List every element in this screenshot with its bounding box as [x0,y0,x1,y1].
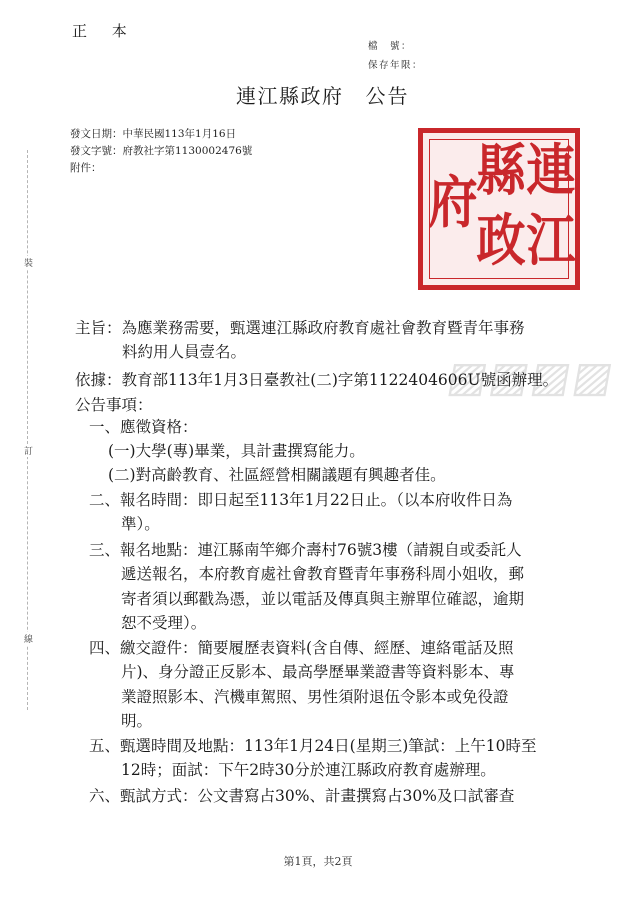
item-3-line-1: 三、報名地點：連江縣南竿鄉介壽村76號3樓（請親自或委託人 [89,541,522,559]
reference-number: 發文字號：府教社字第1130002476號 [70,145,253,157]
announcement-title [236,80,410,109]
page-number: 第1頁，共2頁 [283,855,353,868]
notice-header: 公告事項： [75,396,153,414]
item-1-sub-2: (二)對高齡教育、社區經營相關議題有興趣者佳。 [108,466,446,484]
item-6-line-1: 六、甄試方式：公文書寫占30%、計畫撰寫占30%及口試審查 [89,787,515,805]
document-kind: 公告 [365,84,410,108]
item-2-line-1: 二、報名時間：即日起至113年1月22日止。（以本府收件日為 [89,491,513,509]
binding-mark-middle: 訂 [24,444,33,457]
official-seal-stamp: 連 江 縣 政 府 [418,128,580,290]
binding-mark-bottom: 線 [24,632,33,645]
basis-line: 依據：教育部113年1月3日臺教社(二)字第1122404606U號函辦理。 [75,371,559,389]
item-1-sub-1: (一)大學(專)畢業，具計畫撰寫能力。 [108,442,365,460]
item-4-line-2: 片)、身分證正反影本、最高學歷畢業證書等資料影本、專 [121,663,515,681]
item-4-line-3: 業證照影本、汽機車駕照、男性須附退伍令影本或免役證 [121,688,509,706]
bleed-through-stamp: ▨▨▨▨ [443,352,620,401]
item-5-line-1: 五、甄選時間及地點：113年1月24日(星期三)筆試：上午10時至 [89,737,537,755]
attachments-label: 附件： [70,162,102,174]
file-number-label: 檔 號： [368,41,413,52]
subject-line-2: 料約用人員壹名。 [122,343,247,361]
item-4-line-4: 明。 [121,712,153,730]
item-3-line-4: 恕不受理）。 [121,614,207,632]
binding-mark-top: 裝 [24,256,33,269]
retention-label: 保存年限： [368,60,424,71]
issue-date: 發文日期：中華民國113年1月16日 [70,128,237,140]
subject-line-1: 主旨：為應業務需要，甄選連江縣政府教育處社會教育暨青年事務 [75,319,525,337]
item-2-line-2: 準）。 [121,515,160,533]
item-5-line-2: 12時；面試：下午2時30分於連江縣政府教育處辦理。 [121,761,496,779]
binding-guide-line [27,150,28,710]
item-3-line-3: 寄者須以郵戳為憑，並以電話及傳真與主辦單位確認，逾期 [121,590,525,608]
issuing-agency: 連江縣政府 [236,84,344,108]
item-3-line-2: 遞送報名，本府教育處社會教育暨青年事務科周小姐收，郵 [121,565,525,583]
item-4-line-1: 四、繳交證件：簡要履歷表資料(含自傳、經歷、連絡電話及照 [89,639,514,657]
original-copy-mark: 正 本 [72,22,137,40]
item-1-title: 一、應徵資格： [89,418,198,436]
